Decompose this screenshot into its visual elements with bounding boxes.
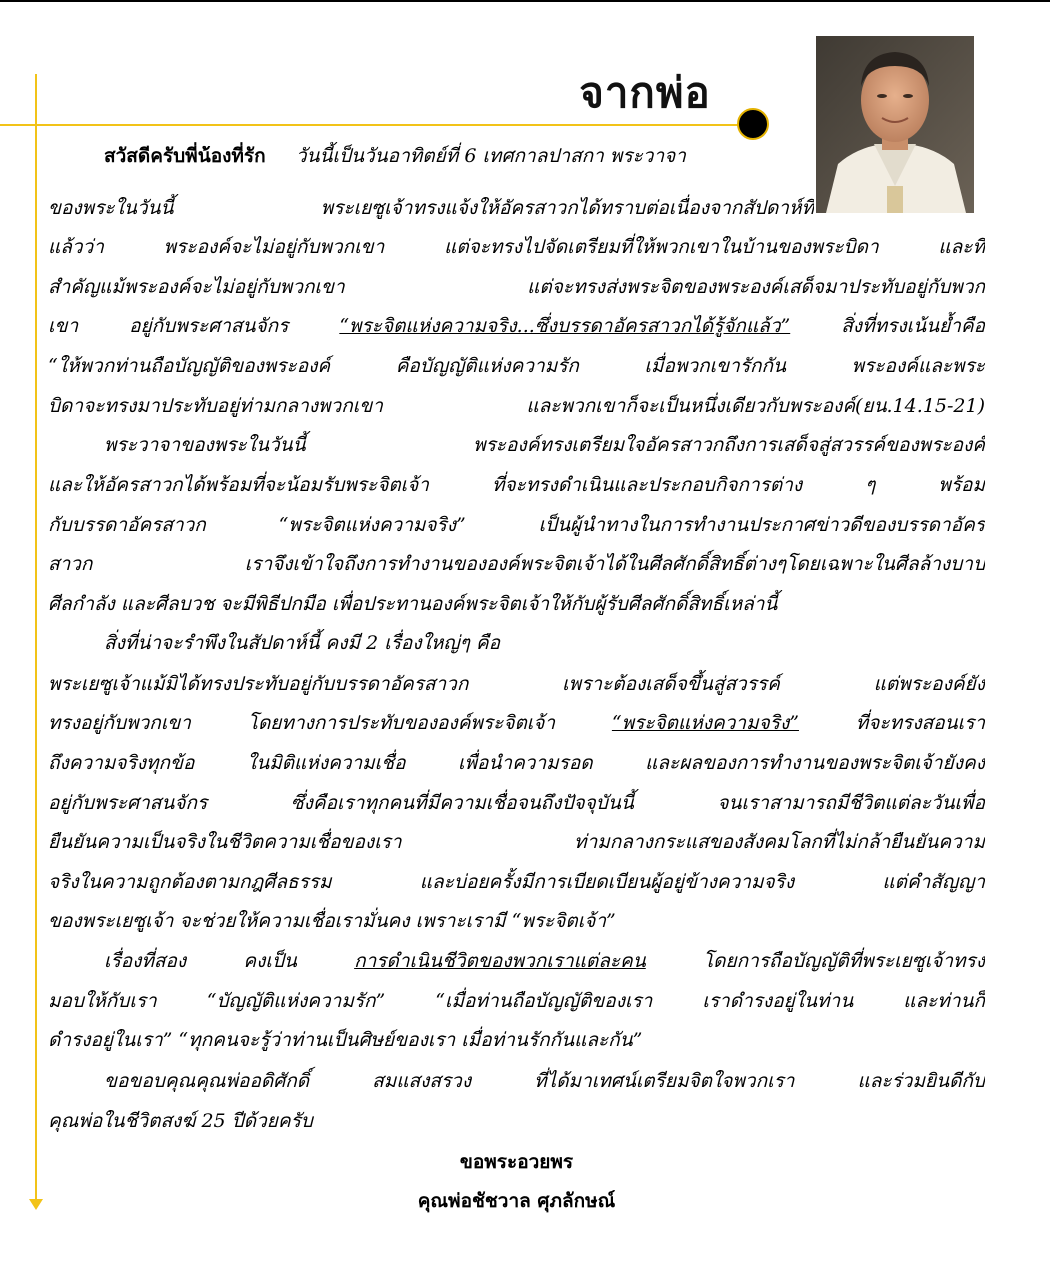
paragraph-text: โดยการถือบัญญัติที่พระเยซูเจ้าทรง bbox=[702, 950, 985, 972]
paragraph-1-line-5 bbox=[48, 311, 985, 341]
page-title: จากพ่อ bbox=[579, 68, 711, 117]
paragraph-2-line-3: กับบรรดาอัครสาวก “พระจิตแห่งความจริง” เป็นผู้นำทางในการทำงานประกาศข่าวดีของบรรดาอัคร bbox=[48, 514, 985, 536]
paragraph-2-line-1: พระวาจาของพระในวันนี้ พระองค์ทรงเตรียมใจอัครสาวกถึงการเสด็จสู่สวรรค์ของพระองค์ bbox=[104, 434, 985, 456]
paragraph-text: วันนี้เป็นวันอาทิตย์ที่ 6 เทศกาลปาสกา พระวาจา bbox=[295, 145, 686, 167]
underlined-phrase: การดำเนินชีวิตของพวกเราแต่ละคน bbox=[354, 950, 646, 972]
priest-photo bbox=[816, 36, 974, 213]
paragraph-3-line-2: พระเยซูเจ้าแม้มิได้ทรงประทับอยู่กับบรรดาอัครสาวก เพราะต้องเสด็จขึ้นสู่สวรรค์ แต่พระองค์ยัง bbox=[48, 673, 985, 695]
paragraph-5-line-1: ขอขอบคุณคุณพ่ออดิศักดิ์ สมแสงสรวง ที่ได้มาเทศน์เตรียมจิตใจพวกเรา และร่วมยินดีกับ bbox=[104, 1070, 985, 1092]
underlined-quote: “พระจิตแห่งความจริง...ซึ่งบรรดาอัครสาวกได้รู้จักแล้ว” bbox=[339, 315, 791, 337]
paragraph-3-line-4: ถึงความจริงทุกข้อ ในมิติแห่งความเชื่อ เพื่อนำความรอด และผลของการทำงานของพระจิตเจ้ายังคง bbox=[48, 752, 985, 774]
paragraph-text: ที่จะทรงสอนเรา bbox=[855, 712, 985, 734]
paragraph-3-line-5: อยู่กับพระศาสนจักร ซึ่งคือเราทุกคนที่มีความเชื่อจนถึงปัจจุบันนี้ จนเราสามารถมีชีวิตแต่ละวันเพื่อ bbox=[48, 792, 985, 814]
paragraph-text: เขา อยู่กับพระศาสนจักร bbox=[48, 315, 289, 337]
paragraph-3-line-3 bbox=[48, 708, 985, 738]
paragraph-3-line-7: จริงในความถูกต้องตามกฎศีลธรรม และบ่อยครั้งมีการเบียดเบียนผู้อยู่ข้างความจริง แต่คำสัญญา bbox=[48, 871, 985, 893]
paragraph-5-line-2: คุณพ่อในชีวิตสงฆ์ 25 ปีด้วยครับ bbox=[48, 1110, 313, 1132]
paragraph-3-line-1: สิ่งที่น่าจะรำพึงในสัปดาห์นี้ คงมี 2 เรื่องใหญ่ๆ คือ bbox=[104, 632, 500, 654]
decorative-vertical-line bbox=[35, 74, 37, 1202]
underlined-quote: “พระจิตแห่งความจริง” bbox=[611, 712, 799, 734]
paragraph-1-line-6: “ให้พวกท่านถือบัญญัติของพระองค์ คือบัญญัติแห่งความรัก เมื่อพวกเขารักกัน พระองค์และพระ bbox=[48, 355, 985, 377]
paragraph-1-line-7: บิดาจะทรงมาประทับอยู่ท่ามกลางพวกเขา และพวกเขาก็จะเป็นหนึ่งเดียวกับพระองค์(ยน.14.15-21) bbox=[48, 395, 985, 417]
priest-portrait-image bbox=[816, 36, 974, 213]
paragraph-1-line-2: ของพระในวันนี้ พระเยซูเจ้าทรงแจ้งให้อัครสาวกได้ทราบต่อเนื่องจากสัปดาห์ที่ bbox=[48, 197, 814, 219]
paragraph-4-line-1 bbox=[104, 946, 985, 976]
paragraph-2-line-5: ศีลกำลัง และศีลบวช จะมีพิธีปกมือ เพื่อประทานองค์พระจิตเจ้าให้กับผู้รับศีลศักดิ์สิทธิ์เหล่านี้ bbox=[48, 593, 778, 615]
top-border-line bbox=[0, 0, 1050, 2]
paragraph-4-line-2: มอบให้กับเรา “บัญญัติแห่งความรัก” “เมื่อท่านถือบัญญัติของเรา เราดำรงอยู่ในท่าน และท่านก็ bbox=[48, 990, 985, 1012]
paragraph-1-line-3: แล้วว่า พระองค์จะไม่อยู่กับพวกเขา แต่จะทรงไปจัดเตรียมที่ให้พวกเขาในบ้านของพระบิดา และที่ bbox=[48, 236, 985, 258]
paragraph-4-line-3: ดำรงอยู่ในเรา” “ทุกคนจะรู้ว่าท่านเป็นศิษย์ของเรา เมื่อท่านรักกันและกัน” bbox=[48, 1029, 643, 1051]
paragraph-2-line-2: และให้อัครสาวกได้พร้อมที่จะน้อมรับพระจิตเจ้า ที่จะทรงดำเนินและประกอบกิจการต่าง ๆ พร้อม bbox=[48, 474, 985, 496]
paragraph-1-line-4: สำคัญแม้พระองค์จะไม่อยู่กับพวกเขา แต่จะทรงส่งพระจิตของพระองค์เสด็จมาประทับอยู่กับพวก bbox=[48, 276, 985, 298]
paragraph-text: สิ่งที่ทรงเน้นย้ำคือ bbox=[841, 315, 985, 337]
paragraph-text: ทรงอยู่กับพวกเขา โดยทางการประทับขององค์พระจิตเจ้า bbox=[48, 712, 556, 734]
arrow-down-icon bbox=[29, 1199, 43, 1210]
signature: คุณพ่อชัชวาล ศุภลักษณ์ bbox=[417, 1190, 616, 1212]
paragraph-2-line-4: สาวก เราจึงเข้าใจถึงการทำงานขององค์พระจิตเจ้าได้ในศีลศักดิ์สิทธิ์ต่างๆโดยเฉพาะในศีลล้างบาป bbox=[48, 553, 985, 575]
greeting-text: สวัสดีครับพี่น้องที่รัก bbox=[104, 145, 266, 167]
paragraph-3-line-6: ยืนยันความเป็นจริงในชีวิตความเชื่อของเรา ท่ามกลางกระแสของสังคมโลกที่ไม่กล้ายืนยันความ bbox=[48, 831, 985, 853]
paragraph-text: เรื่องที่สอง คงเป็น bbox=[104, 950, 297, 972]
closing-blessing: ขอพระอวยพร bbox=[459, 1151, 574, 1173]
paragraph-1-line-1 bbox=[104, 141, 809, 171]
paragraph-3-line-8: ของพระเยซูเจ้า จะช่วยให้ความเชื่อเรามั่นคง เพราะเรามี “พระจิตเจ้า” bbox=[48, 910, 616, 932]
